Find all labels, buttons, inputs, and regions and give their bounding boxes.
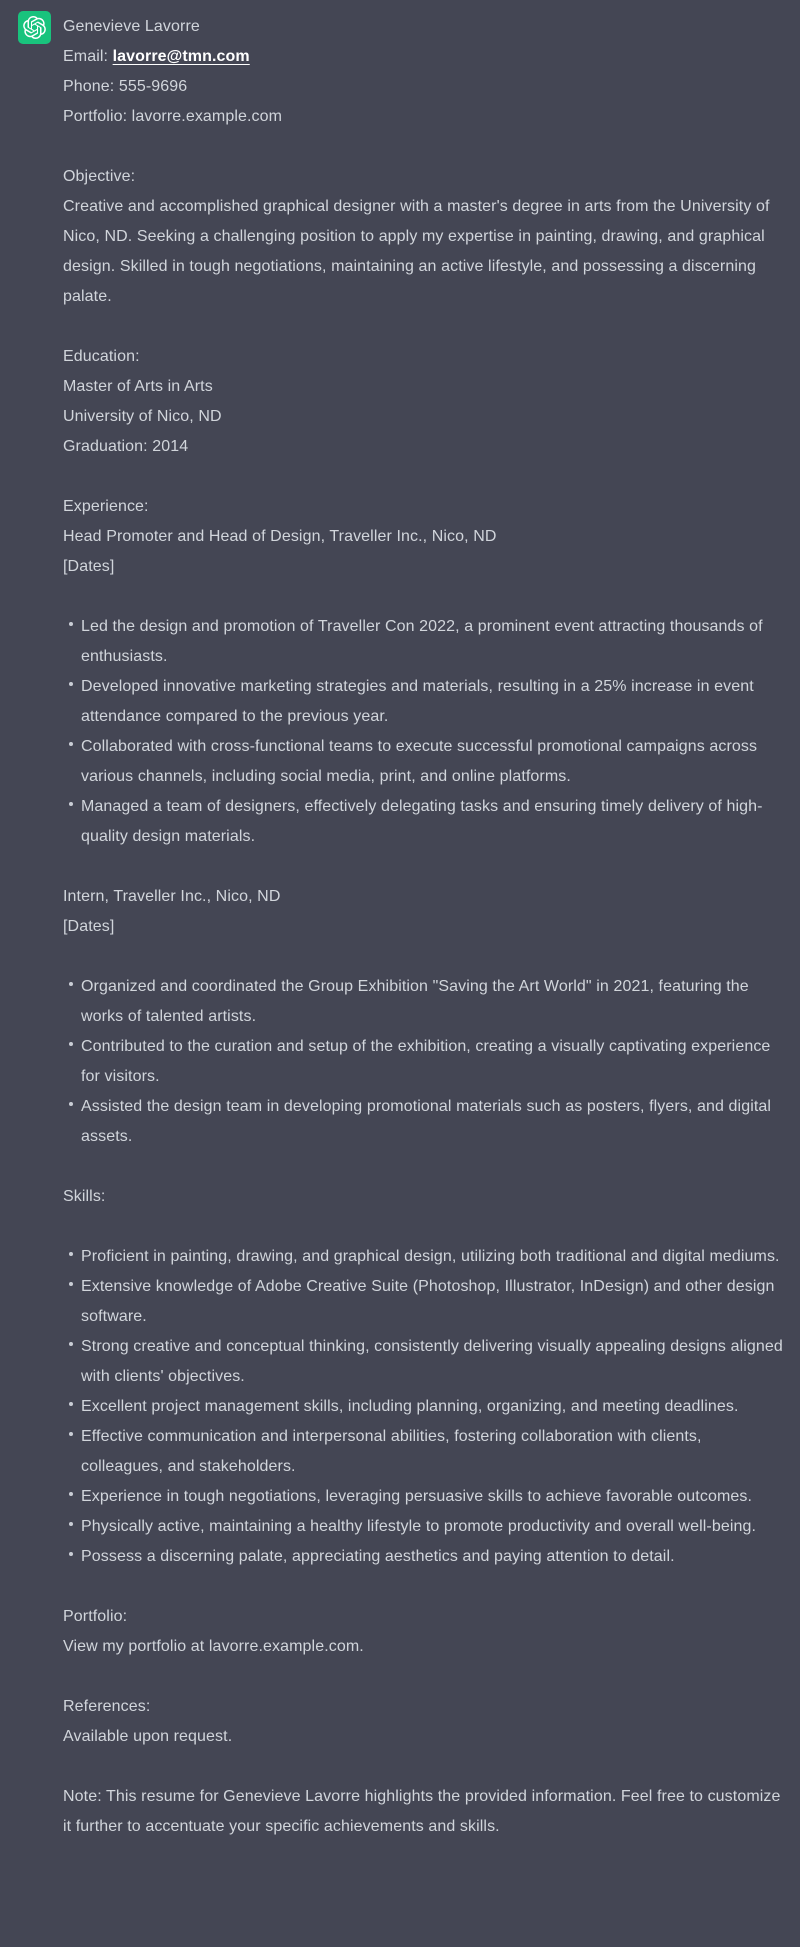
references-section — [63, 1692, 787, 1752]
references-text: Available upon request. — [63, 1728, 233, 1745]
job-title: Intern, Traveller Inc., Nico, ND — [63, 888, 281, 905]
bullet-item: Physically active, maintaining a healthy lifestyle to promote productivity and overall well-being. — [81, 1512, 787, 1542]
chatgpt-avatar — [18, 11, 51, 44]
job-2-header — [63, 882, 787, 942]
objective-heading: Objective: — [63, 168, 136, 185]
bullet-item: Excellent project management skills, including planning, organizing, and meeting deadlines. — [81, 1392, 787, 1422]
bullet-item: Strong creative and conceptual thinking, consistently delivering visually appealing designs aligned with clients' objectives. — [81, 1332, 787, 1392]
phone-line: Phone: 555-9696 — [63, 78, 188, 95]
bullet-item: Experience in tough negotiations, leveraging persuasive skills to achieve favorable outcomes. — [81, 1482, 787, 1512]
portfolio-text: View my portfolio at lavorre.example.com. — [63, 1638, 364, 1655]
bullet-item: Extensive knowledge of Adobe Creative Suite (Photoshop, Illustrator, InDesign) and other design software. — [81, 1272, 787, 1332]
job-2-bullet-list — [63, 972, 787, 1152]
job-1-bullet-list — [63, 612, 787, 852]
job-dates: [Dates] — [63, 558, 115, 575]
note-paragraph: Note: This resume for Genevieve Lavorre highlights the provided information. Feel free to customize it further to accentuate your specific achievements and skills. — [63, 1788, 781, 1835]
portfolio-section — [63, 1602, 787, 1662]
skills-section-header — [63, 1182, 787, 1212]
bullet-item: Assisted the design team in developing promotional materials such as posters, flyers, and digital assets. — [81, 1092, 787, 1152]
job-title: Head Promoter and Head of Design, Traveller Inc., Nico, ND — [63, 528, 497, 545]
bullet-item: Organized and coordinated the Group Exhibition "Saving the Art World" in 2021, featuring the works of talented artists. — [81, 972, 787, 1032]
bullet-item: Managed a team of designers, effectively delegating tasks and ensuring timely delivery of high-quality design materials. — [81, 792, 787, 852]
contact-block — [63, 12, 787, 132]
email-link[interactable]: lavorre@tmn.com — [112, 48, 250, 65]
bullet-item: Developed innovative marketing strategies and materials, resulting in a 25% increase in event attendance compared to the previous year. — [81, 672, 787, 732]
skills-heading: Skills: — [63, 1188, 106, 1205]
education-graduation: Graduation: 2014 — [63, 438, 189, 455]
references-heading: References: — [63, 1698, 151, 1715]
openai-logo-icon — [23, 16, 46, 39]
job-dates: [Dates] — [63, 918, 115, 935]
bullet-item: Proficient in painting, drawing, and graphical design, utilizing both traditional and digital mediums. — [81, 1242, 787, 1272]
bullet-item: Effective communication and interpersonal abilities, fostering collaboration with clients, colleagues, and stakeholders. — [81, 1422, 787, 1482]
education-degree: Master of Arts in Arts — [63, 378, 213, 395]
education-heading: Education: — [63, 348, 140, 365]
objective-section — [63, 162, 787, 312]
skills-bullet-list — [63, 1242, 787, 1572]
experience-heading: Experience: — [63, 498, 149, 515]
portfolio-heading: Portfolio: — [63, 1608, 128, 1625]
resume-name: Genevieve Lavorre — [63, 18, 200, 35]
bullet-item: Contributed to the curation and setup of the exhibition, creating a visually captivating experience for visitors. — [81, 1032, 787, 1092]
email-label: Email: — [63, 48, 113, 65]
email-line — [63, 42, 787, 72]
objective-text: Creative and accomplished graphical designer with a master's degree in arts from the University of Nico, ND. Seeking a challenging position to apply my expertise in painting, drawing, and graphical design. Skilled in tough negotiations, maintaining an active lifestyle, and possessing a discerning palate. — [63, 198, 770, 305]
experience-section-header — [63, 492, 787, 582]
bullet-item: Possess a discerning palate, appreciating aesthetics and paying attention to detail. — [81, 1542, 787, 1572]
education-section — [63, 342, 787, 462]
education-school: University of Nico, ND — [63, 408, 222, 425]
bullet-item: Collaborated with cross-functional teams to execute successful promotional campaigns across various channels, including social media, print, and online platforms. — [81, 732, 787, 792]
bullet-item: Led the design and promotion of Traveller Con 2022, a prominent event attracting thousands of enthusiasts. — [81, 612, 787, 672]
portfolio-line: Portfolio: lavorre.example.com — [63, 108, 283, 125]
